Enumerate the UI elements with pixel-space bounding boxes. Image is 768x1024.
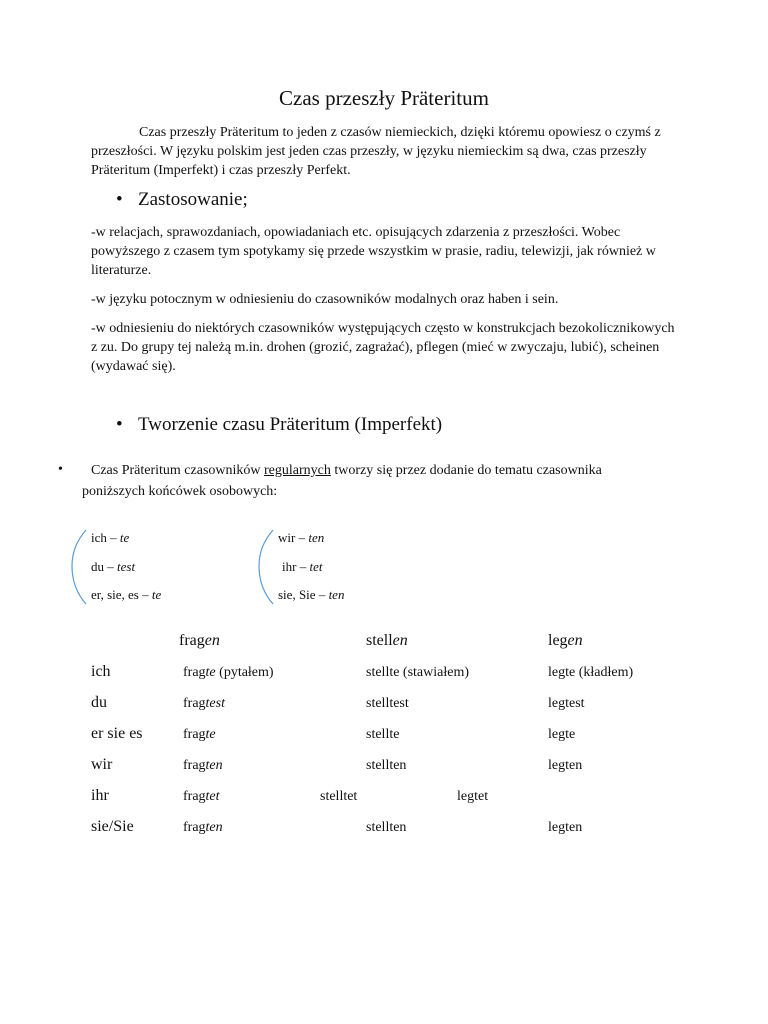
table-pronoun: ihr [91,787,109,804]
table-cell-fragen: fragten [183,758,223,773]
section-heading-formation-text: Tworzenie czasu Präteritum (Imperfekt) [138,414,443,435]
table-header-fragen: fragen [179,632,220,649]
ending-row: du – test [91,559,136,574]
ending-row: sie, Sie – ten [278,587,345,602]
table-cell-fragen: fragtet [183,789,220,804]
bullet-icon: • [58,462,63,477]
usage-item-text: -w języku potocznym w odniesieniu do czasowników modalnych oraz haben i sein. [91,292,559,307]
table-header-legen: legen [548,632,583,649]
intro-paragraph [91,123,681,180]
table-cell-stellen: stellten [366,820,407,835]
usage-item-text: -w relacjach, sprawozdaniach, opowiadaniach etc. opisujących zdarzenia z przeszłości. Wobec powyższego z czasem tym spotykamy się przede wszystkim w prasie, radiu, telewizji, jak również w literaturze. [91,225,656,278]
table-pronoun: du [91,694,107,711]
table-cell-legen: legte (kładłem) [548,665,634,680]
bullet-icon: • [116,414,123,435]
table-cell-stellen: stellten [366,758,407,773]
usage-item-3 [91,319,681,376]
table-pronoun: wir [91,756,113,773]
table-cell-fragen: fragtest [183,696,225,711]
bullet-icon: • [116,189,123,210]
table-cell-legen: legtest [548,696,585,711]
ending-row: ihr – tet [282,559,323,574]
table-cell-stellen: stellte [366,727,400,742]
usage-item-1 [91,223,681,280]
table-cell-fragen: fragten [183,820,223,835]
left-bracket-icon [68,528,90,606]
ending-row: ich – te [91,530,130,545]
usage-item-2 [91,290,681,309]
table-header-stellen: stellen [366,632,408,649]
table-pronoun: sie/Sie [91,818,134,835]
table-cell-fragen: fragte (pytałem) [183,665,274,680]
table-cell-legen: legten [548,820,583,835]
right-bracket-icon [255,528,277,606]
table-cell-legen: legten [548,758,583,773]
table-cell-legen: legtet [457,789,489,804]
page-title: Czas przeszły Präteritum [279,86,489,110]
table-cell-legen: legte [548,727,576,742]
ending-row: er, sie, es – te [91,587,162,602]
table-cell-stellen: stelltet [320,789,358,804]
ending-row: wir – ten [278,530,325,545]
rule-line-2: poniższych końcówek osobowych: [82,484,278,499]
underlined-regular: regularnych [264,463,331,478]
table-cell-fragen: fragte [183,727,216,742]
intro-text: Czas przeszły Präteritum to jeden z czasów niemieckich, dzięki któremu opowiesz o czymś z przeszłości. W języku polskim jest jeden czas przeszły, w języku niemieckim są dwa, czas przeszły Präteritum (Imperfekt) i czas przeszły Perfekt. [91,125,661,178]
table-cell-stellen: stellte (stawiałem) [366,665,470,680]
section-heading-usage-text: Zastosowanie; [138,189,248,210]
rule-line-1: Czas Präteritum czasowników regularnych tworzy się przez dodanie do tematu czasownika [91,463,602,478]
table-pronoun: ich [91,663,111,680]
table-pronoun: er sie es [91,725,143,742]
usage-item-text: -w odniesieniu do niektórych czasowników występujących często w konstrukcjach bezokolicznikowych z zu. Do grupy tej należą m.in. drohen (grozić, zagrażać), pflegen (mieć w zwyczaju, lubić), scheinen (wydawać się). [91,321,675,374]
table-cell-stellen: stelltest [366,696,409,711]
